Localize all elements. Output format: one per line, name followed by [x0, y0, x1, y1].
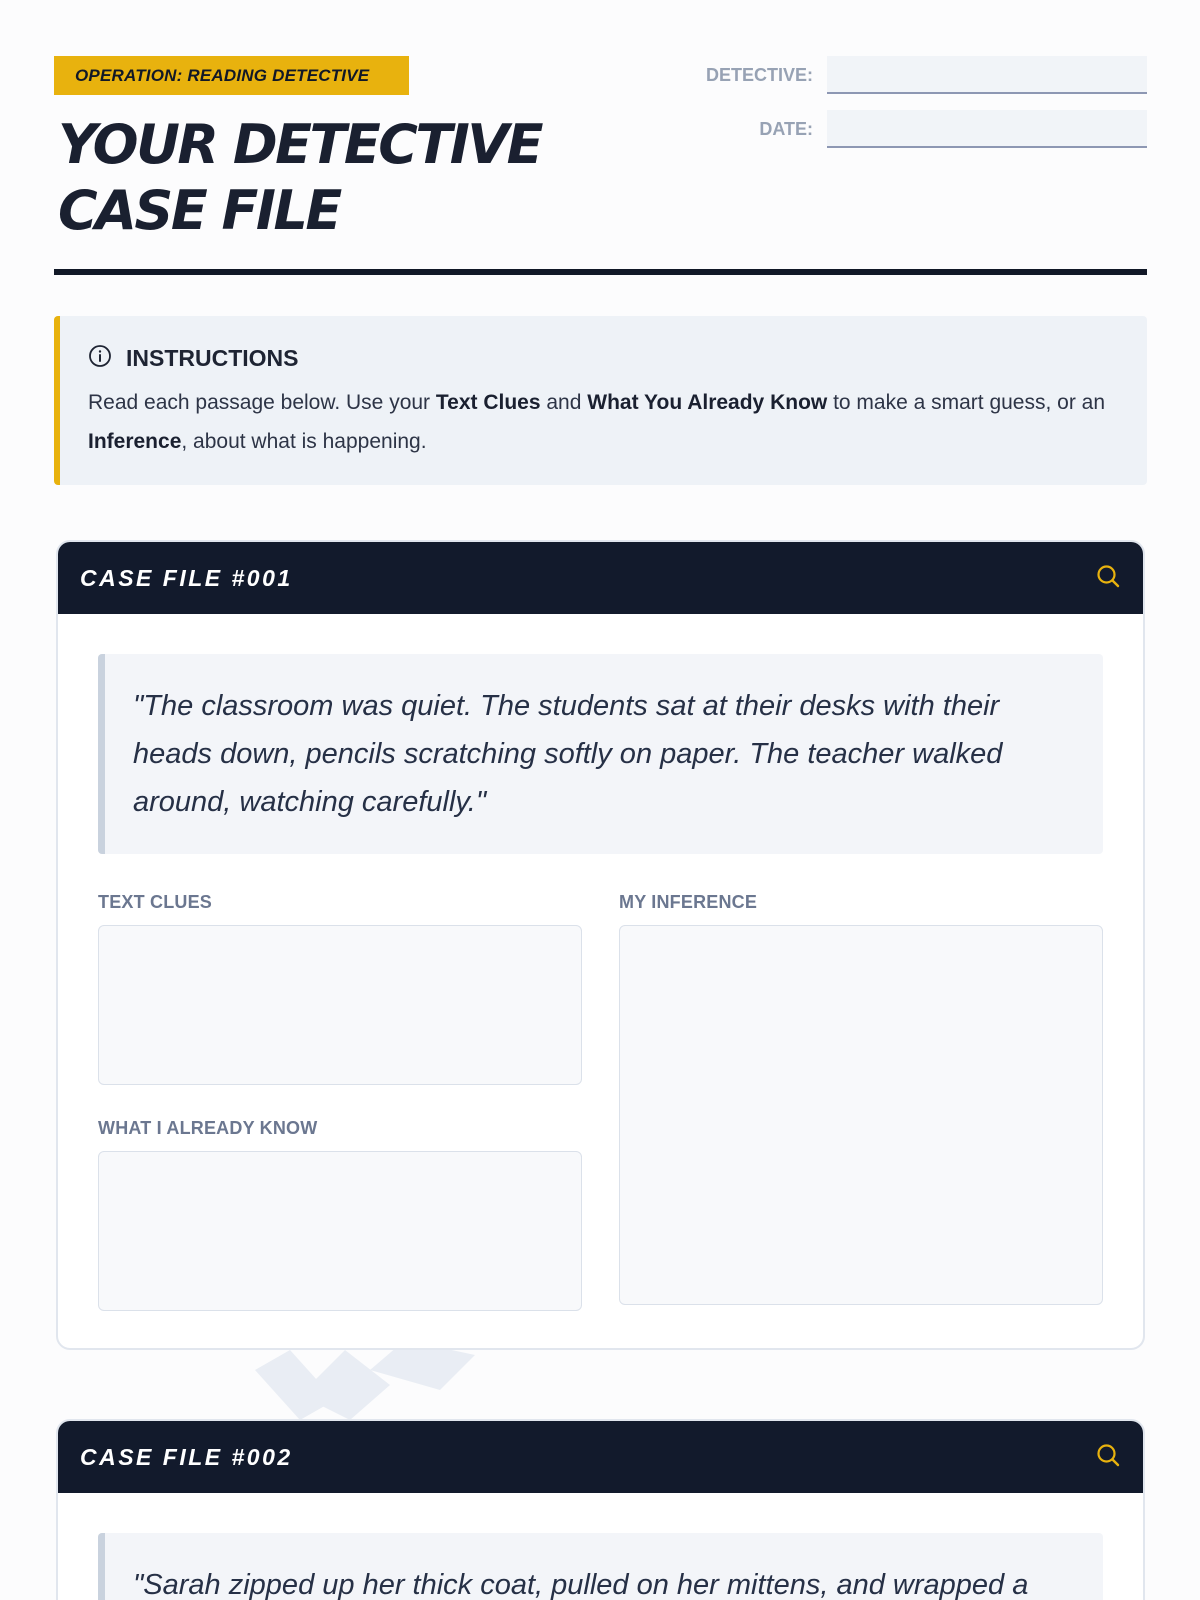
case-file-header — [58, 1421, 1143, 1493]
info-icon — [88, 344, 126, 373]
case-passage: "The classroom was quiet. The students sat at their desks with their heads down, pencils scratching softly on paper. The teacher walked around, watching carefully." — [98, 654, 1103, 854]
already-know-label: WHAT I ALREADY KNOW — [98, 1118, 318, 1138]
case-file-body — [58, 1493, 1143, 1600]
case-file-title: CASE FILE #002 — [80, 1443, 293, 1470]
instructions-text-part: , about what is happening. — [181, 430, 427, 453]
case-passage: "Sarah zipped up her thick coat, pulled on her mittens, and wrapped a — [98, 1533, 1103, 1600]
left-column — [98, 892, 582, 1316]
date-input[interactable] — [827, 110, 1147, 148]
header-divider — [54, 269, 1147, 275]
instructions-text — [88, 383, 1117, 461]
text-clues-label: TEXT CLUES — [98, 892, 213, 912]
title-line-1: YOUR DETECTIVE — [58, 113, 541, 176]
page-header — [54, 56, 1147, 276]
page-title — [58, 112, 678, 244]
instructions-text-part: to make a smart guess, or an — [827, 391, 1106, 414]
instructions-text-part: and — [540, 391, 588, 414]
date-label: DATE: — [759, 118, 813, 139]
already-know-term: What You Already Know — [587, 391, 828, 414]
text-clues-input[interactable] — [98, 925, 582, 1085]
date-field-row — [673, 110, 1147, 148]
case-file-title: CASE FILE #001 — [80, 564, 293, 591]
text-clues-term: Text Clues — [435, 391, 541, 414]
instructions-text-part: Read each passage below. Use your — [88, 391, 436, 414]
instructions-panel — [54, 316, 1147, 485]
inference-input[interactable] — [619, 925, 1103, 1305]
inference-label: MY INFERENCE — [619, 892, 758, 912]
inference-term: Inference — [88, 430, 182, 453]
watermark-graphic — [240, 1340, 500, 1420]
case-file-card — [56, 540, 1145, 1350]
detective-name-input[interactable] — [827, 56, 1147, 94]
case-file-card — [56, 1419, 1145, 1600]
case-file-header — [58, 542, 1143, 614]
already-know-input[interactable] — [98, 1151, 582, 1311]
instructions-heading — [88, 344, 1117, 373]
right-column — [619, 892, 1103, 1316]
detective-field-row — [673, 56, 1147, 94]
operation-tag: OPERATION: READING DETECTIVE — [54, 56, 409, 95]
magnifier-icon — [1095, 563, 1121, 594]
case-file-body — [58, 614, 1143, 1350]
response-grid — [98, 892, 1103, 1316]
magnifier-icon — [1095, 1442, 1121, 1473]
title-line-2: CASE FILE — [58, 179, 340, 242]
instructions-title: INSTRUCTIONS — [126, 345, 299, 371]
detective-label: DETECTIVE: — [705, 64, 813, 85]
